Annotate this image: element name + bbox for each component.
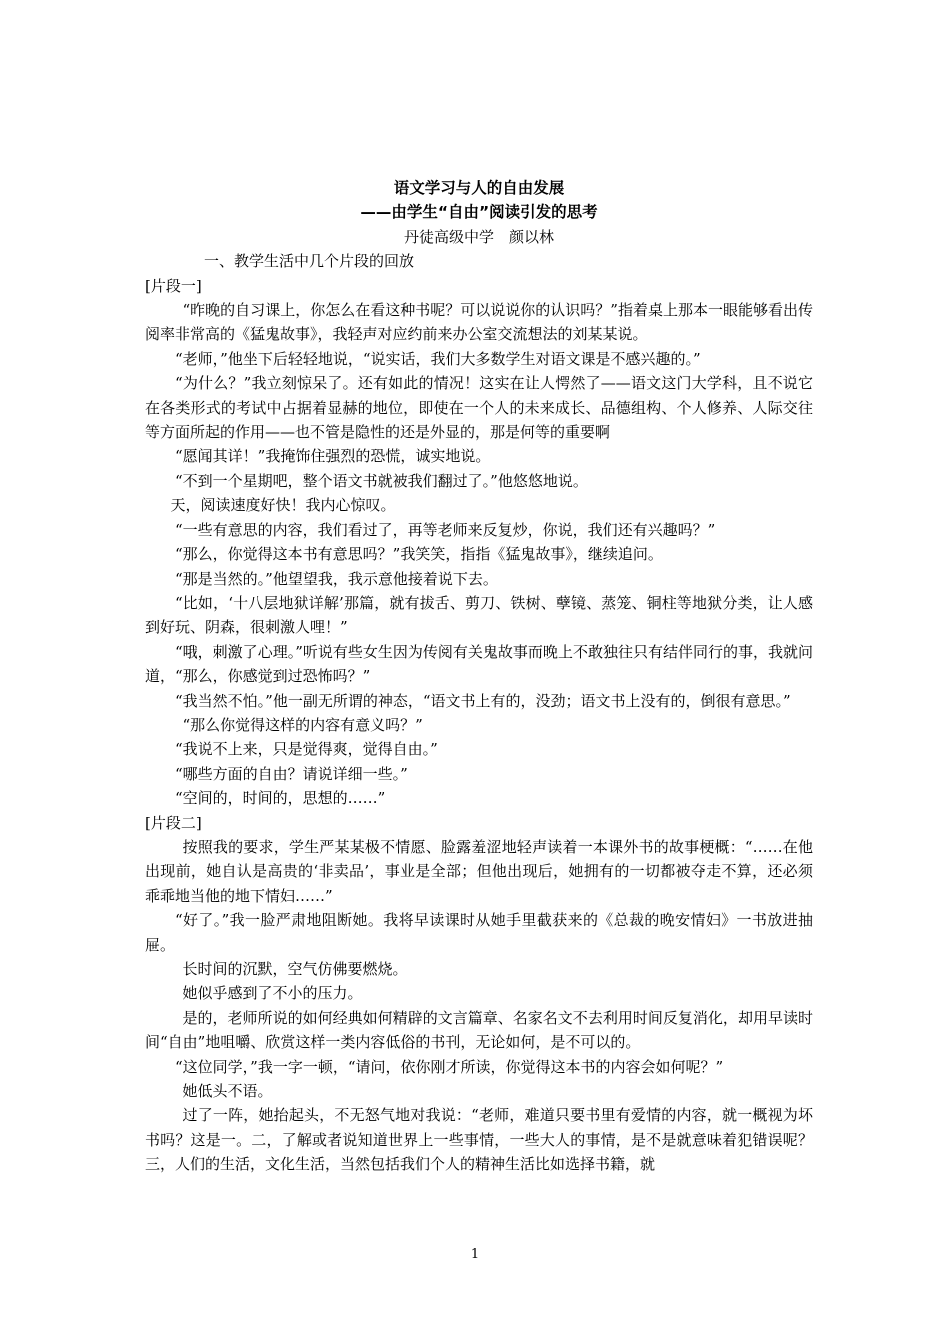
document-body	[145, 176, 813, 1177]
paragraph: “我说不上来，只是觉得爽，觉得自由。”	[175, 740, 438, 759]
document-author: 丹徒高级中学 颜以林	[403, 227, 554, 246]
paragraph: 按照我的要求，学生严某某极不情愿、脸露羞涩地轻声读着一本课外书的故事梗概：“……在他出现前，她自认是高贵的‘非卖品’，事业是全部；但他出现后，她拥有的一切都被夺走不算，还必须乖乖地当他的地下情妇……”	[145, 837, 813, 905]
paragraph: “昨晚的自习课上，你怎么在看这种书呢？可以说说你的认识吗？”指着桌上那本一眼能够看出传阅率非常高的《猛鬼故事》，我轻声对应约前来办公室交流想法的刘某某说。	[145, 301, 813, 344]
paragraph: “那么，你觉得这本书有意思吗？”我笑笑，指指《猛鬼故事》，继续追问。	[175, 545, 663, 564]
document-subtitle: ——由学生“自由”阅读引发的思考	[360, 203, 598, 222]
paragraph: 是的，老师所说的如何经典如何精辟的文言篇章、名家名文不去利用时间反复消化，却用早读时间“自由”地咀嚼、欣赏这样一类内容低俗的书刊，无论如何，是不可以的。	[145, 1008, 813, 1052]
fragment-label-1: [片段一]	[145, 276, 202, 295]
paragraph: “比如，‘十八层地狱详解’那篇，就有拔舌、剪刀、铁树、孽镜、蒸笼、铜柱等地狱分类，让人感到好玩、阴森，很刺激人哩！”	[145, 593, 813, 637]
paragraph: “那是当然的。”他望望我，我示意他接着说下去。	[175, 569, 498, 588]
paragraph: “这位同学，”我一字一顿，“请问，依你刚才所读，你觉得这本书的内容会如何呢？”	[175, 1057, 724, 1076]
section-heading: 一、教学生活中几个片段的回放	[204, 252, 415, 271]
paragraph: 她低头不语。	[182, 1082, 273, 1101]
paragraph: “不到一个星期吧，整个语文书就被我们翻过了。”他悠悠地说。	[175, 471, 588, 490]
paragraph: 长时间的沉默，空气仿佛要燃烧。	[182, 960, 408, 978]
paragraph: “哪些方面的自由？请说详细一些。”	[175, 764, 408, 783]
fragment-label-2: [片段二]	[145, 813, 202, 832]
paragraph: “哦，刺激了心理。”听说有些女生因为传阅有关鬼故事而晚上不敢独往只有结伴同行的事，我就问道，“那么，你感觉到过恐怖吗？”	[145, 642, 813, 686]
paragraph: 过了一阵，她抬起头，不无怒气地对我说：“老师，难道只要书里有爱情的内容，就一概视为坏书吗？这是一。二，了解或者说知道世界上一些事情，一些大人的事情，是不是就意味着犯错误呢？三，人们的生活，文化生活，当然包括我们个人的精神生活比如选择书籍，就	[145, 1106, 813, 1174]
paragraph: “老师，”他坐下后轻轻地说，“说实话，我们大多数学生对语文课是不感兴趣的。”	[175, 349, 701, 368]
paragraph: “一些有意思的内容，我们看过了，再等老师来反复炒，你说，我们还有兴趣吗？”	[175, 520, 716, 539]
page-number: 1	[470, 1247, 480, 1262]
paragraph: 天，阅读速度好快！我内心惊叹。	[170, 496, 396, 515]
paragraph: “空间的，时间的，思想的……”	[175, 789, 386, 808]
document-title: 语文学习与人的自由发展	[393, 179, 565, 197]
paragraph: “我当然不怕。”他一副无所谓的神态，“语文书上有的，没劲；语文书上没有的，倒很有意思。”	[175, 691, 791, 710]
paragraph: “为什么？”我立刻惊呆了。还有如此的情况！这实在让人愕然了——语文这门大学科，且不说它在各类形式的考试中占据着显赫的地位，即使在一个人的未来成长、品德组构、个人修养、人际交往等方面所起的作用——也不管是隐性的还是外显的，那是何等的重要啊	[145, 374, 813, 442]
paragraph: “愿闻其详！”我掩饰住强烈的恐慌，诚实地说。	[175, 447, 491, 466]
paragraph: “那么你觉得这样的内容有意义吗？”	[182, 715, 423, 734]
paragraph: “好了。”我一脸严肃地阻断她。我将早读课时从她手里截获来的《总裁的晚安情妇》一书放进抽屉。	[145, 911, 813, 954]
paragraph: 她似乎感到了不小的压力。	[182, 984, 363, 1003]
